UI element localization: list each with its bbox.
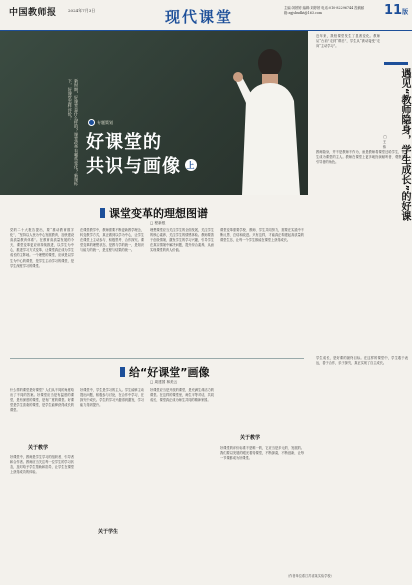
article2-subhead1: 关于教学 [28,445,49,451]
right-title-bar [384,62,408,65]
article2-subhead2: 关于学生 [98,529,119,535]
title-mark-icon [100,208,105,218]
article2-col4: 好课堂的评价标准不是唯一的，它应当是多元的、发展的。我们要以发展的眼光看待课堂，不断探索，不断创新，让每一节课都成为好课堂。 [220,446,304,461]
tag-dot-icon [88,119,95,126]
hero-image [0,31,308,195]
special-topic-tag: 专题策划 [88,119,113,126]
article2-col2: 好课堂中，学生是学习的主人。学生能够主动提出问题，积极参与讨论，在合作中学习，在探究中成长。学生的学习兴趣得到激发，学习能力得到提升。 [80,388,144,408]
part-badge: 上 [186,160,196,170]
hero-quote: 新时期，好课堂是什么样的？课堂改革有哪些变化？新课标下，好课堂怎样评价？ [67,79,79,186]
title-mark-icon [120,367,125,377]
newspaper-logo: 中国教师报 [9,8,57,18]
right-article-byline: □ 王 伟 [383,135,387,149]
hero-title-line2: 共识与画像 上 [86,156,196,177]
right-text2: 教师隐身，并不是教师不作为，而是教师将课堂还给学生，让学生成为课堂的主人。教师在课堂上更多地扮演倾听者、观察者和引导者的角色。 [316,150,408,165]
editor-info: 主编:刘婷婷 编辑:刘婷婷 电话:010-82296744 投稿邮箱:zgjsbxdkt@163.com [284,6,365,15]
issue-date: 2024年7月3日 [68,8,96,13]
author-affiliation: （作者单位系江苏省某实验学校） [286,574,334,578]
article2-col1: 什么样的课堂是好课堂？人们从不同的角度给出了不同的答案。好课堂应当是有温度的课堂，是有深度的课堂，是有广度的课堂。好课堂是学生喜欢的课堂，是学生能够获得成长的课堂。 [10,388,74,413]
right-text3: 学生成长，是好课的最终目标。在这样的课堂中，学生敢于表达，善于合作，乐于探究，真正实现了自主成长。 [316,356,408,366]
section-title: 现代课堂 [165,8,234,26]
article1-col4: 课堂变革需要学校、教师、学生共同努力，需要在实践中不断反思、总结和改进。只有这样，才能真正构建起高质量的课堂生态，让每一个学生都能在课堂上获得成长。 [220,228,304,243]
article1-byline: □ 程新根 [150,221,166,225]
page-header [0,0,412,31]
right-text1: 近年来，我校课堂发生了显著变化。教师从“台前”走到“幕后”，学生从“被动接受”走向“主动学习”。 [316,34,380,49]
hero-title-line1: 好课堂的 [86,132,162,153]
article2-byline: □ 周建国 林美云 [150,380,178,384]
teacher-illustration [232,41,302,195]
right-article-title: 遇见“教师隐身，学生成长”的好课 [399,68,410,222]
section-divider [10,358,304,359]
page-number: 11版 [384,3,409,18]
article1-col1: 党的二十大报告提出，要“推动教育数字化”，“坚持以人民为中心发展教育，加快建设高质量教育体系”。在教育高质量发展的今天，课堂变革更应该持续推进，以学生为中心，推进学习方式变革，让课堂真正成为学生成长的主阵地。一个理想的课堂，应该是以学生为中心的课堂，是学生主动学习的课堂，是学生深度学习的课堂。 [10,228,74,268]
article2-subhead3: 关于教学 [240,435,261,441]
article1-col3: 理想课堂应当关注学生的全面发展，关注学生的核心素养，关注学生的情感体验。教师要善于创设情境，激发学生的学习兴趣，引导学生在真实情境中解决问题，提升综合素养，从而实现课堂的育人价值。 [150,228,214,253]
article1-col2: 在课堂教学中，教师需要不断更新教学理念，转变教学方式，真正做到以学为中心，让学生在课堂上主动参与、积极思考、合作探究。课堂变革的理想状态，是教与学的统一，是知识与能力的统一，是过程与结果的统一。 [80,228,144,253]
article2-col1b: 好课堂中，教师是学生学习的组织者、引导者和合作者。教师应当关注每一位学生的学习状态，及时给予学生帮助和指导，让学生在课堂上获得成功的体验。 [10,455,74,475]
article1-title: 课堂变革的理想图谱 [100,205,208,221]
article2-title: 给“好课堂”画像 [120,364,209,380]
article2-col3: 好课堂应当是开放的课堂，是充满生命活力的课堂。在这样的课堂里，师生平等对话，共同成长，课堂真正成为师生共同的精神家园。 [150,388,214,403]
